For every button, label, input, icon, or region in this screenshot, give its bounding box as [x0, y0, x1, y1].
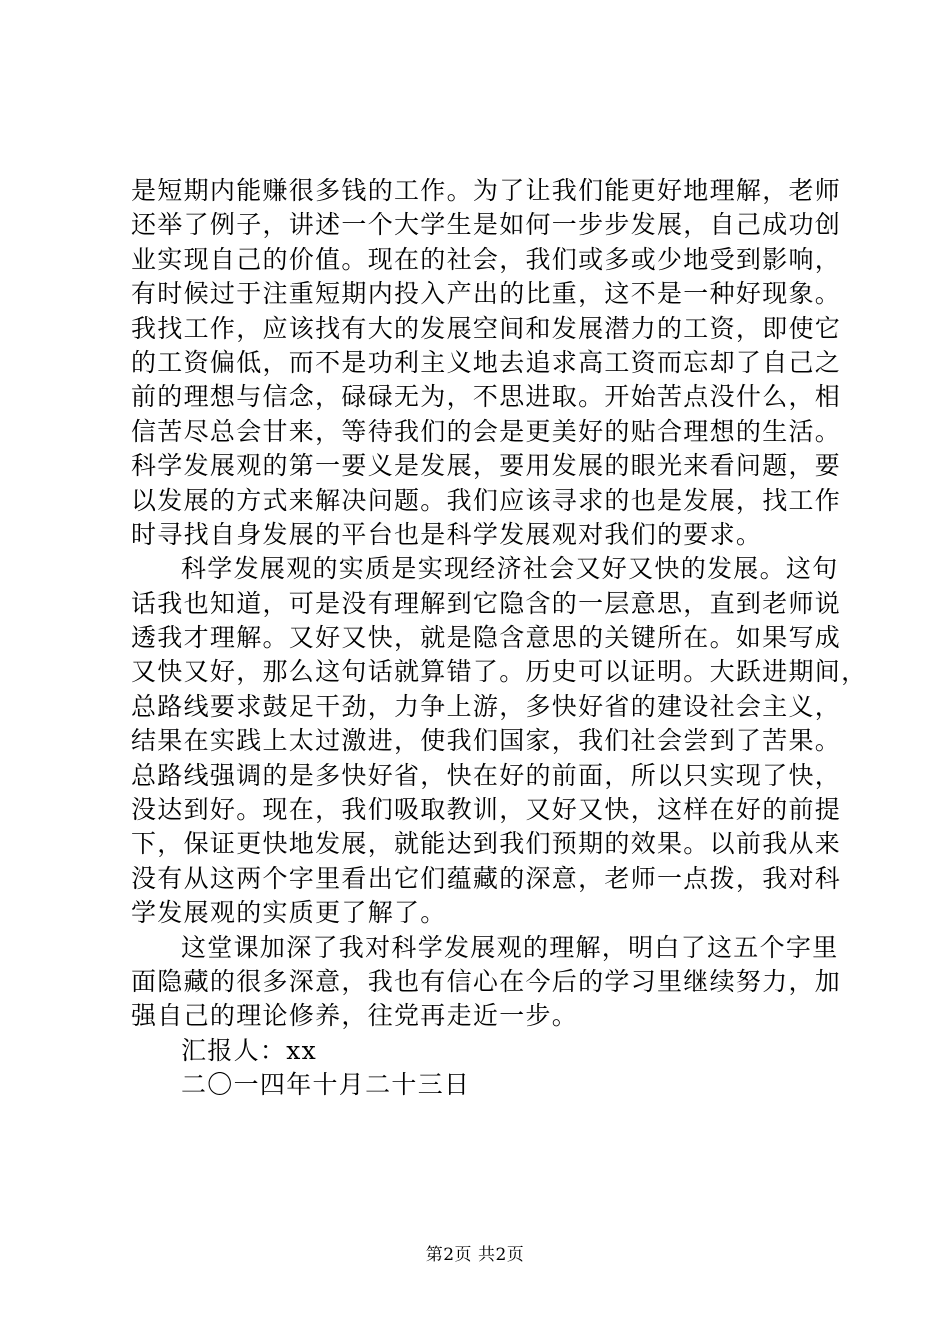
- text-line: 有时候过于注重短期内投入产出的比重，这不是一种好现象。: [131, 279, 842, 309]
- text-line: 强自己的理论修养，往党再走近一步。: [131, 1001, 579, 1031]
- reporter-line: 汇报人：xx: [181, 1035, 317, 1065]
- page-number-label: 第2页 共2页: [425, 1245, 525, 1265]
- text-line: 结果在实践上太过激进，使我们国家，我们社会尝到了苦果。: [131, 726, 842, 756]
- text-line: 业实现自己的价值。现在的社会，我们或多或少地受到影响，: [131, 244, 842, 274]
- paragraph-start-line: 科学发展观的实质是实现经济社会又好又快的发展。这句: [181, 554, 839, 584]
- text-line: 前的理想与信念，碌碌无为，不思进取。开始苦点没什么，相: [131, 382, 842, 412]
- text-line: 我找工作，应该找有大的发展空间和发展潜力的工资，即使它: [131, 313, 842, 343]
- text-line: 透我才理解。又好又快，就是隐含意思的关键所在。如果写成: [131, 623, 842, 653]
- text-line: 学发展观的实质更了解了。: [131, 898, 447, 928]
- text-line: 科学发展观的第一要义是发展，要用发展的眼光来看问题，要: [131, 451, 842, 481]
- text-line: 面隐藏的很多深意，我也有信心在今后的学习里继续努力，加: [131, 966, 842, 996]
- text-line: 又快又好，那么这句话就算错了。历史可以证明。大跃进期间，: [131, 657, 868, 687]
- date-line: 二〇一四年十月二十三日: [181, 1070, 471, 1100]
- text-line: 没达到好。现在，我们吸取教训，又好又快，这样在好的前提: [131, 795, 842, 825]
- text-line: 以发展的方式来解决问题。我们应该寻求的也是发展，找工作: [131, 485, 842, 515]
- document-body: [131, 174, 868, 1103]
- text-line: 还举了例子，讲述一个大学生是如何一步步发展，自己成功创: [131, 210, 842, 240]
- text-line: 时寻找自身发展的平台也是科学发展观对我们的要求。: [131, 519, 763, 549]
- text-line: 信苦尽总会甘来，等待我们的会是更美好的贴合理想的生活。: [131, 416, 842, 446]
- text-line: 没有从这两个字里看出它们蕴藏的深意，老师一点拨，我对科: [131, 863, 842, 893]
- paragraph-start-line: 这堂课加深了我对科学发展观的理解，明白了这五个字里: [181, 932, 839, 962]
- page-footer: [0, 1245, 950, 1265]
- text-line: 总路线要求鼓足干劲，力争上游，多快好省的建设社会主义，: [131, 691, 842, 721]
- text-line: 下，保证更快地发展，就能达到我们预期的效果。以前我从来: [131, 829, 842, 859]
- text-line: 话我也知道，可是没有理解到它隐含的一层意思，直到老师说: [131, 588, 842, 618]
- text-line: 是短期内能赚很多钱的工作。为了让我们能更好地理解，老师: [131, 176, 842, 205]
- text-line: 的工资偏低，而不是功利主义地去追求高工资而忘却了自己之: [131, 347, 842, 377]
- text-line: 总路线强调的是多快好省，快在好的前面，所以只实现了快，: [131, 760, 842, 790]
